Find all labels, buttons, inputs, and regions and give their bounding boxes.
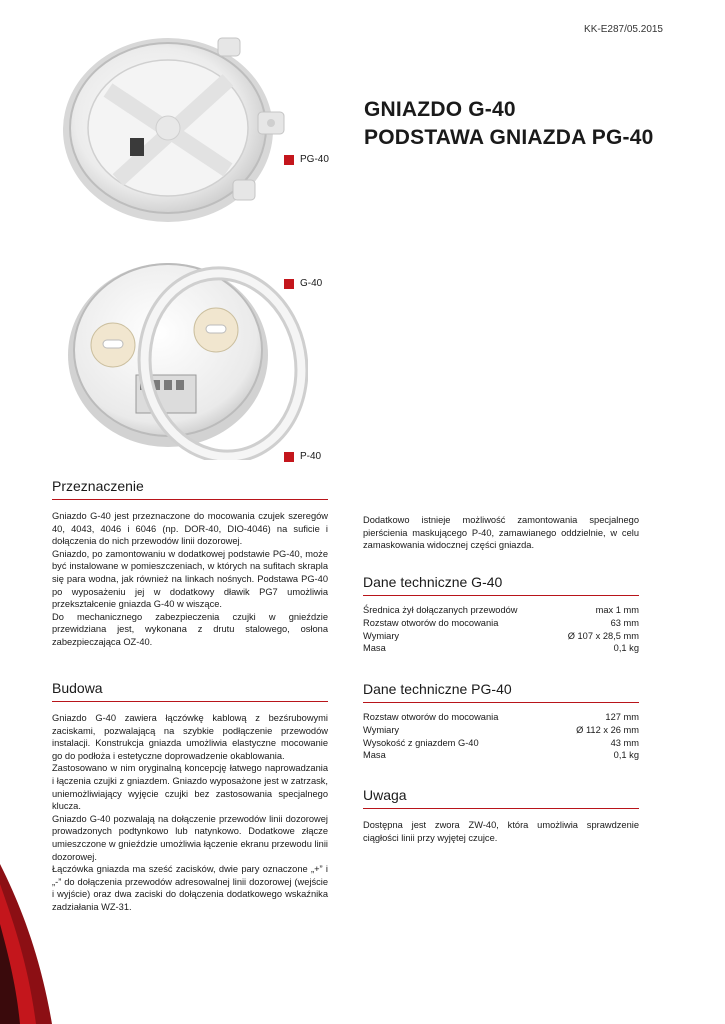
section-przeznaczenie xyxy=(52,478,328,649)
spec-row xyxy=(363,617,639,630)
spec-value: 0,1 kg xyxy=(613,643,639,654)
heading-dane-g40: Dane techniczne G-40 xyxy=(363,574,639,596)
label-pg40 xyxy=(284,154,329,165)
spec-label: Wymiary xyxy=(363,724,400,735)
red-square-marker xyxy=(284,279,294,289)
spec-value: Ø 112 x 26 mm xyxy=(576,724,639,735)
section-dodatkowo xyxy=(363,514,639,552)
label-pg40-text: PG-40 xyxy=(300,154,329,165)
dodatkowo-text: Dodatkowo istnieje możliwość zamontowania specjalnego pierścienia maskującego P-40, zamawianego oddzielnie, w celu zamaskowania widocznej części gniazda. xyxy=(363,515,639,551)
spec-label: Średnica żył dołączanych przewodów xyxy=(363,605,518,615)
document-code: KK-E287/05.2015 xyxy=(584,24,663,35)
spec-value: 63 mm xyxy=(610,617,639,628)
spec-row xyxy=(363,737,639,750)
paragraph: Gniazdo G-40 pozwalają na dołączenie przewodów linii dozorowej prowadzonych podtynkowo lub natynkowo. Dodatkowe złącze umieszczone w gnieździe umożliwia łączenie ekranu przewodu linii dozorowej. xyxy=(52,813,328,862)
g40-p40-product-image xyxy=(58,250,308,460)
paragraph: Łączówka gniazda ma sześć zacisków, dwie pary oznaczone „+” i „-” do dołączenia przewodów adresowalnej linii dozorowej (wejście i wyjście) oraz dwa zaciski do dołączenia dodatkowego wskaźnika zadziałania WZ-31. xyxy=(52,864,328,912)
budowa-text xyxy=(52,712,328,914)
spec-value: Ø 107 x 28,5 mm xyxy=(567,630,639,641)
spec-value: 43 mm xyxy=(610,737,639,748)
spec-row xyxy=(363,642,639,655)
spec-table-pg40 xyxy=(363,711,639,762)
spec-label: Masa xyxy=(363,643,386,654)
spec-label: Masa xyxy=(363,750,386,761)
heading-budowa: Budowa xyxy=(52,680,328,702)
paragraph: Gniazdo, po zamontowaniu w dodatkowej podstawie PG-40, może być instalowane w pomieszczeniach, w których na sufitach skrapla się para wodna, jak również na linkach nośnych. Podstawa PG-40 po wyposażeniu jej w dodatkowy dławik PG7 umożliwia przekształcenie gniazda G-40 w wiszące. xyxy=(52,548,328,610)
spec-row xyxy=(363,604,639,617)
label-p40 xyxy=(284,451,321,462)
spec-value: 127 mm xyxy=(605,712,639,722)
spec-label: Wysokość z gniazdem G-40 xyxy=(363,737,479,748)
title-line-1: GNIAZDO G-40 xyxy=(364,98,516,121)
section-budowa xyxy=(52,680,328,914)
section-dane-g40 xyxy=(363,574,639,655)
section-dane-pg40 xyxy=(363,681,639,762)
heading-przeznaczenie: Przeznaczenie xyxy=(52,478,328,500)
paragraph: Zastosowano w nim oryginalną koncepcję łatwego naprowadzania i łączenia czujki z gniazdem. Gniazdo wyposażone jest w zatrzask, uniemożliwiający wyjęcie czujki bez zastosowania specjalnego klucza. xyxy=(52,763,328,812)
spec-table-g40 xyxy=(363,604,639,655)
spec-row xyxy=(363,711,639,724)
red-square-marker xyxy=(284,155,294,165)
paragraph: Gniazdo G-40 jest przeznaczone do mocowania czujek szeregów 40, 4043, 4046 i 6046 (np. DOR-40, DIO-4046) na suficie i dołączenia do nich przewodów linii dozorowej. xyxy=(52,511,328,547)
spec-label: Wymiary xyxy=(363,630,400,641)
decorative-swoosh xyxy=(0,864,60,1024)
przeznaczenie-text xyxy=(52,510,328,649)
spec-row xyxy=(363,749,639,762)
paragraph: Gniazdo G-40 zawiera łączówkę kablową z bezśrubowymi zaciskami, pozwalającą na szybkie podłączenie przewodów instalacji. Konstrukcja gniazda umożliwia elastyczne mocowanie go do podłoża i estetyczne doprowadzenie okablowania. xyxy=(52,713,328,761)
spec-label: Rozstaw otworów do mocowania xyxy=(363,712,499,722)
pg40-product-image xyxy=(58,30,298,230)
spec-value: 0,1 kg xyxy=(613,750,639,761)
section-uwaga xyxy=(363,787,639,844)
page-title xyxy=(364,96,694,152)
spec-row xyxy=(363,630,639,643)
spec-value: max 1 mm xyxy=(595,605,639,615)
spec-row xyxy=(363,724,639,737)
heading-uwaga: Uwaga xyxy=(363,787,639,809)
spec-label: Rozstaw otworów do mocowania xyxy=(363,617,499,628)
title-line-2: PODSTAWA GNIAZDA PG-40 xyxy=(364,126,654,149)
paragraph: Do mechanicznego zabezpieczenia czujki w gnieździe przewidziana jest, wykonana z drutu stalowego, osłona zabezpieczająca OZ-40. xyxy=(52,611,328,647)
heading-dane-pg40: Dane techniczne PG-40 xyxy=(363,681,639,703)
label-g40-text: G-40 xyxy=(300,278,323,289)
red-square-marker xyxy=(284,452,294,462)
label-g40 xyxy=(284,278,322,289)
uwaga-text: Dostępna jest zwora ZW-40, która umożliwia sprawdzenie ciągłości linii przy wyjętej czujce. xyxy=(363,820,639,843)
label-p40-text: P-40 xyxy=(300,451,322,462)
